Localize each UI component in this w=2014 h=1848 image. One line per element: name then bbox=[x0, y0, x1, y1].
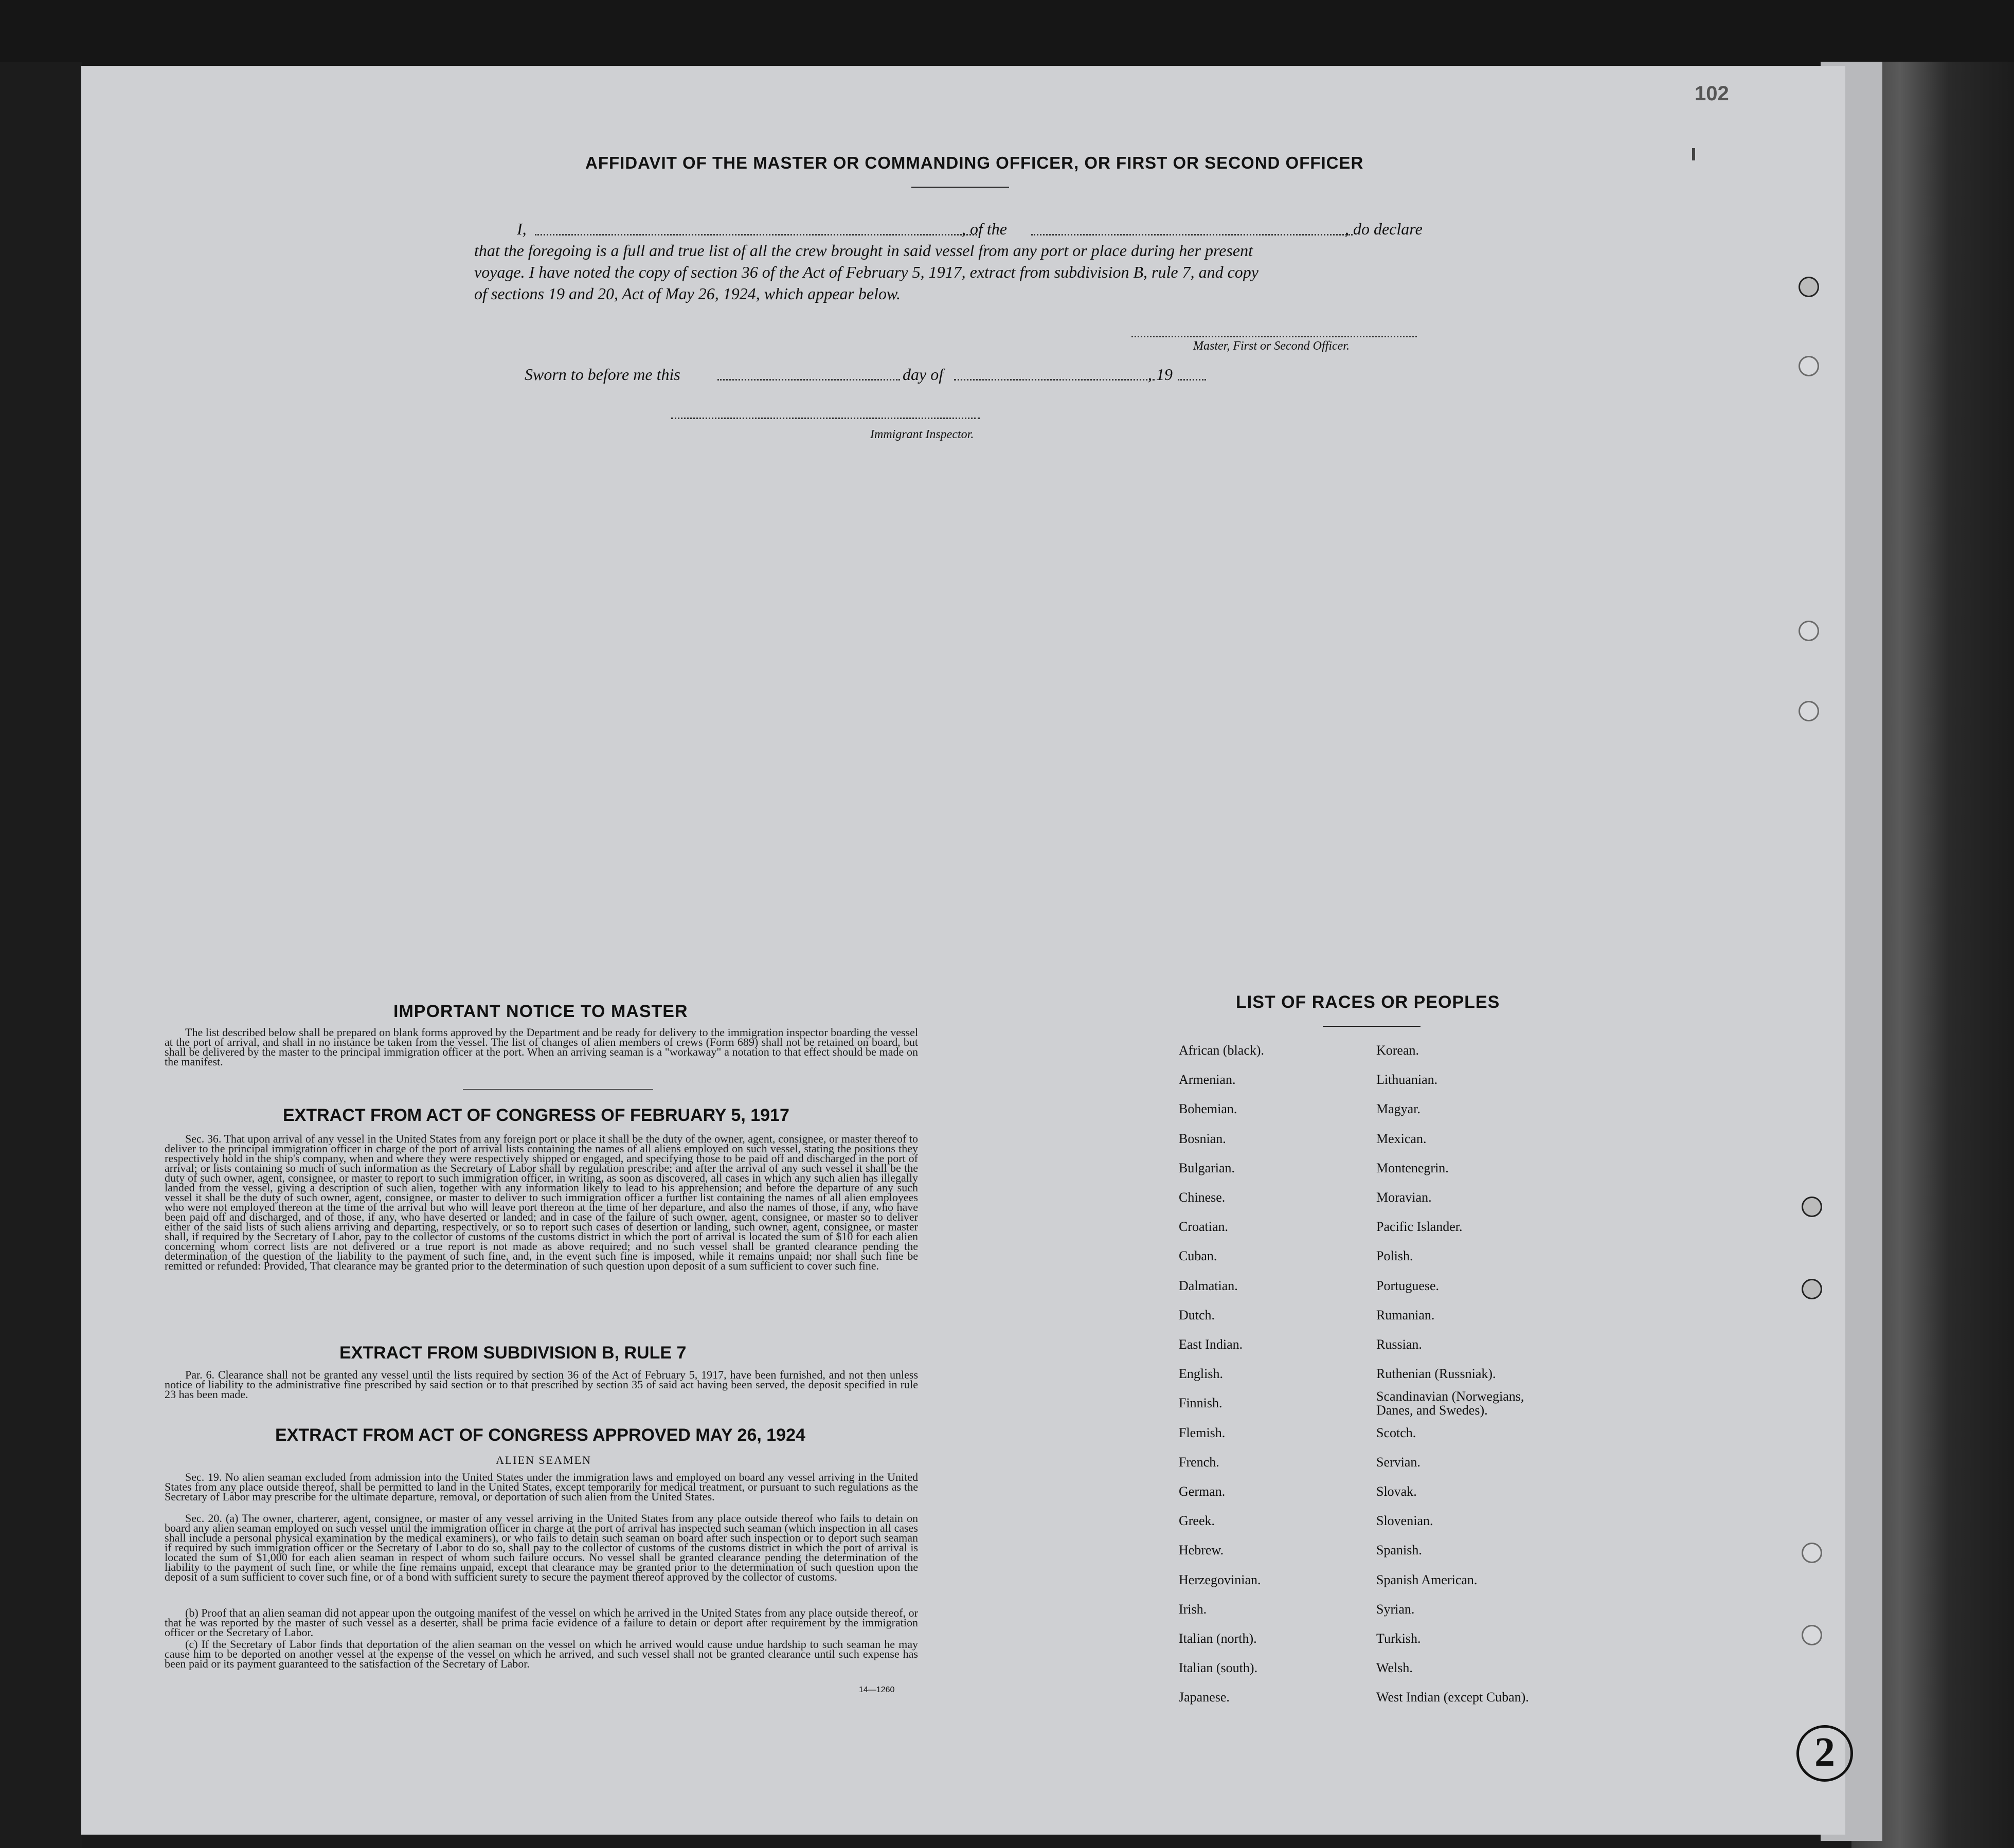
punch-hole bbox=[1799, 356, 1819, 376]
race-item: Bohemian. bbox=[1179, 1101, 1237, 1117]
race-item: Scandinavian (Norwegians, Danes, and Swedes). bbox=[1376, 1389, 1524, 1418]
race-item: Bosnian. bbox=[1179, 1131, 1226, 1146]
race-item: Bulgarian. bbox=[1179, 1160, 1235, 1175]
name-blank bbox=[535, 234, 977, 235]
sec19-text: Sec. 19. No alien seaman excluded from admission into the United States under the immigration laws and employed on board any vessel arriving in the United States from any place outside thereof, shall be permitted to land in the United States, except temporarily for medical treatment, or pursuant to such regulations as the Secretary of Labor may prescribe for the ultimate departure, removal, or deportation of such alien from the United States. bbox=[165, 1471, 918, 1503]
notice-text: The list described below shall be prepared on blank forms approved by the Department and be ready for delivery to the immigration inspector boarding the vessel at the port of arrival, and shall in no instance be taken from the vessel. The list of changes of alien members of crews (Form 689) shall not be retained on board, but shall be delivered by the master to the principal immigration officer at the port. When an arriving seaman is a "workaway" a notation to that effect should be made on the manifest. bbox=[165, 1026, 918, 1068]
affidavit-i: I, bbox=[517, 220, 527, 238]
section-rule bbox=[463, 1089, 653, 1090]
affidavit-declare: , do declare bbox=[1345, 220, 1423, 238]
race-item: Dutch. bbox=[1179, 1307, 1215, 1322]
race-item: Magyar. bbox=[1376, 1101, 1420, 1117]
punch-hole bbox=[1802, 1543, 1822, 1563]
scan-border-left bbox=[0, 62, 82, 1848]
race-item: Korean. bbox=[1376, 1043, 1419, 1058]
signature-blank bbox=[1131, 336, 1417, 337]
race-item: Rumanian. bbox=[1376, 1307, 1435, 1322]
sworn-prefix: Sworn to before me this bbox=[525, 365, 680, 384]
race-item: Chinese. bbox=[1179, 1190, 1226, 1205]
race-item: Irish. bbox=[1179, 1601, 1207, 1617]
race-item: Lithuanian. bbox=[1376, 1072, 1438, 1088]
affidavit-of-the: , of the bbox=[962, 220, 1007, 238]
extract-1917-text: Sec. 36. That upon arrival of any vessel in the United States from any foreign port or place it shall be the duty of the owner, agent, consignee, or master thereof to deliver to the principal immigration officer in charge of the port of arrival lists containing the names of all aliens employed on such vessel, stating the positions they respectively hold in the ship's company, when and where they were respectively shipped or engaged, and specifying those to be paid off and discharged in the port of arrival; or lists containing so much of such information as the Secretary of Labor shall by regulation prescribe; and after the arrival of any such vessel it shall be the duty of such owner, agent, consignee, or master to report to such immigration officer, in writing, as soon as discovered, all cases in which any such alien has illegally landed from the vessel, giving a description of such alien, together with any information likely to lead to his apprehension; and before the departure of any such vessel it shall be the duty of such owner, agent, consignee, or master to deliver to such immigration officer a further list containing the names of all alien employees who were not employed thereon at the time of the arrival but who will leave port thereon at the time of her departure, and also the names of those, if any, who have been paid off and discharged, and of those, if any, who have deserted or landed; and in case of the failure of such owner, agent, consignee, or master so to deliver either of the said lists of such aliens arriving and departing, respectively, or so to report such cases of desertion or landing, such owner, agent, consignee, or master shall, if required by the Secretary of Labor, pay to the collector of customs of the customs district in which the port of arrival is located the sum of $10 for each alien concerning whom correct lists are not delivered or a true report is not made as above required; and no such vessel shall be granted clearance pending the determination of the question of the liability to the payment of such fine, and, in the event such fine is imposed, while it remains unpaid; nor shall such fine be remitted or refunded: Provided, That clearance may be granted prior to the determination of such question upon deposit of a sum sufficient to cover such fine. bbox=[165, 1132, 918, 1272]
race-item: West Indian (except Cuban). bbox=[1376, 1690, 1529, 1705]
race-item: Italian (north). bbox=[1179, 1631, 1257, 1646]
race-item: Cuban. bbox=[1179, 1248, 1217, 1264]
race-item: French. bbox=[1179, 1454, 1219, 1470]
race-item: Polish. bbox=[1376, 1248, 1413, 1264]
affidavit-title: AFFIDAVIT OF THE MASTER OR COMMANDING OFFICER, OR FIRST OR SECOND OFFICER bbox=[585, 153, 1364, 172]
punch-hole bbox=[1802, 1279, 1822, 1299]
race-item: Montenegrin. bbox=[1376, 1160, 1449, 1175]
sec20b-text: (b) Proof that an alien seaman did not appear upon the outgoing manifest of the vessel on which he arrived in the United States from any place outside thereof, or that he was reported by the master of such vessel as a deserter, shall be prima facie evidence of a failure to detain or deport after requirement by the immigration officer or the Secretary of Labor. bbox=[165, 1606, 918, 1639]
inspector-label: Immigrant Inspector. bbox=[870, 428, 974, 441]
race-item: Russian. bbox=[1376, 1337, 1422, 1352]
race-item: Dalmatian. bbox=[1179, 1278, 1238, 1293]
race-item: Spanish American. bbox=[1376, 1572, 1478, 1587]
notice-title: IMPORTANT NOTICE TO MASTER bbox=[393, 1002, 688, 1021]
races-rule bbox=[1323, 1026, 1420, 1027]
sec20a-text: Sec. 20. (a) The owner, charterer, agent, consignee, or master of any vessel arriving in the United States from any place outside thereof who fails to detain on board any alien seaman employed on such vessel until the immigration officer in charge at the port of arrival has inspected such seaman (which inspection in all cases shall include a personal physical examination by the medical examiners), or who fails to detain such seaman on board after such inspection or to deport such seaman if required by such immigration officer or the Secretary of Labor to do so, shall pay to the collector of customs of the customs district in which the port of arrival is located the sum of $1,000 for each alien seaman in respect of whom such failure occurs. No vessel shall be granted clearance pending the determination of the liability to the payment of such fine, or while the fine remains unpaid, except that clearance may be granted prior to the determination of such question upon the deposit of a sum sufficient to cover such fine, or of a bond with sufficient surety to secure the payment thereof approved by the collector of customs. bbox=[165, 1512, 918, 1583]
sworn-day-of: day of bbox=[903, 365, 944, 384]
month-blank bbox=[954, 379, 1155, 381]
race-item: Hebrew. bbox=[1179, 1543, 1224, 1558]
day-blank bbox=[717, 379, 900, 381]
race-item: Herzegovinian. bbox=[1179, 1572, 1261, 1587]
race-item: Portuguese. bbox=[1376, 1278, 1440, 1293]
race-item: Japanese. bbox=[1179, 1690, 1230, 1705]
race-item: Ruthenian (Russniak). bbox=[1376, 1366, 1496, 1382]
race-item: Welsh. bbox=[1376, 1660, 1413, 1676]
race-item: Croatian. bbox=[1179, 1219, 1229, 1235]
extract-rule7-text: Par. 6. Clearance shall not be granted any vessel until the lists required by section 36 of the Act of February 5, 1917, have been furnished, and not then unless notice of liability to the administrative fine prescribed by said section or to that prescribed by section 35 of said act having been served, the deposit specified in rule 23 has been made. bbox=[165, 1368, 918, 1401]
race-item: Servian. bbox=[1376, 1454, 1420, 1470]
race-item: Pacific Islander. bbox=[1376, 1219, 1463, 1235]
extract-1917-title: EXTRACT FROM ACT OF CONGRESS OF FEBRUARY 5, 1917 bbox=[283, 1106, 789, 1125]
race-item: German. bbox=[1179, 1484, 1226, 1499]
punch-hole bbox=[1802, 1625, 1822, 1645]
race-item: Italian (south). bbox=[1179, 1660, 1258, 1676]
race-item: Moravian. bbox=[1376, 1190, 1432, 1205]
races-title: LIST OF RACES OR PEOPLES bbox=[1236, 992, 1500, 1012]
extract-rule7-title: EXTRACT FROM SUBDIVISION B, RULE 7 bbox=[339, 1343, 687, 1363]
ink-mark bbox=[1692, 148, 1695, 160]
race-item: African (black). bbox=[1179, 1043, 1265, 1058]
alien-seamen-heading: ALIEN SEAMEN bbox=[496, 1454, 591, 1466]
race-item: Slovak. bbox=[1376, 1484, 1417, 1499]
race-item: Mexican. bbox=[1376, 1131, 1427, 1146]
title-rule bbox=[911, 187, 1009, 188]
circled-number: 2 bbox=[1796, 1725, 1853, 1782]
race-item: Finnish. bbox=[1179, 1396, 1222, 1411]
race-item: Greek. bbox=[1179, 1513, 1215, 1529]
affidavit-line-2: that the foregoing is a full and true list of all the crew brought in said vessel from any port or place during her present bbox=[474, 241, 1253, 260]
race-item: Slovenian. bbox=[1376, 1513, 1433, 1529]
punch-hole bbox=[1799, 621, 1819, 641]
form-number: 14—1260 bbox=[859, 1686, 895, 1694]
punch-hole bbox=[1802, 1197, 1822, 1217]
sworn-year: , 19 bbox=[1148, 365, 1173, 384]
affidavit-line-4: of sections 19 and 20, Act of May 26, 1924, which appear below. bbox=[474, 284, 901, 303]
race-item: Turkish. bbox=[1376, 1631, 1421, 1646]
punch-hole bbox=[1799, 701, 1819, 721]
race-item: English. bbox=[1179, 1366, 1223, 1382]
page-number: 102 bbox=[1695, 82, 1729, 105]
vessel-blank bbox=[1031, 234, 1353, 235]
race-item: Armenian. bbox=[1179, 1072, 1236, 1088]
year-blank bbox=[1178, 379, 1206, 381]
extract-1924-title: EXTRACT FROM ACT OF CONGRESS APPROVED MAY 26, 1924 bbox=[275, 1425, 805, 1445]
signature-label: Master, First or Second Officer. bbox=[1193, 339, 1350, 353]
race-item: East Indian. bbox=[1179, 1337, 1243, 1352]
punch-hole bbox=[1799, 277, 1819, 297]
race-item: Syrian. bbox=[1376, 1601, 1415, 1617]
race-item: Spanish. bbox=[1376, 1543, 1422, 1558]
affidavit-line-3: voyage. I have noted the copy of section 36 of the Act of February 5, 1917, extract from subdivision B, rule 7, and copy bbox=[474, 263, 1258, 281]
race-item: Flemish. bbox=[1179, 1425, 1226, 1440]
inspector-blank bbox=[671, 418, 980, 419]
sec20c-text: (c) If the Secretary of Labor finds that deportation of the alien seaman on the vessel on which he arrived would cause undue hardship to such seaman he may cause him to be deported on another vessel at the expense of the vessel on which he arrived, and such vessel shall not be granted clearance until such expense has been paid or its payment guaranteed to the satisfaction of the Secretary of Labor. bbox=[165, 1638, 918, 1670]
race-item: Scotch. bbox=[1376, 1425, 1416, 1440]
